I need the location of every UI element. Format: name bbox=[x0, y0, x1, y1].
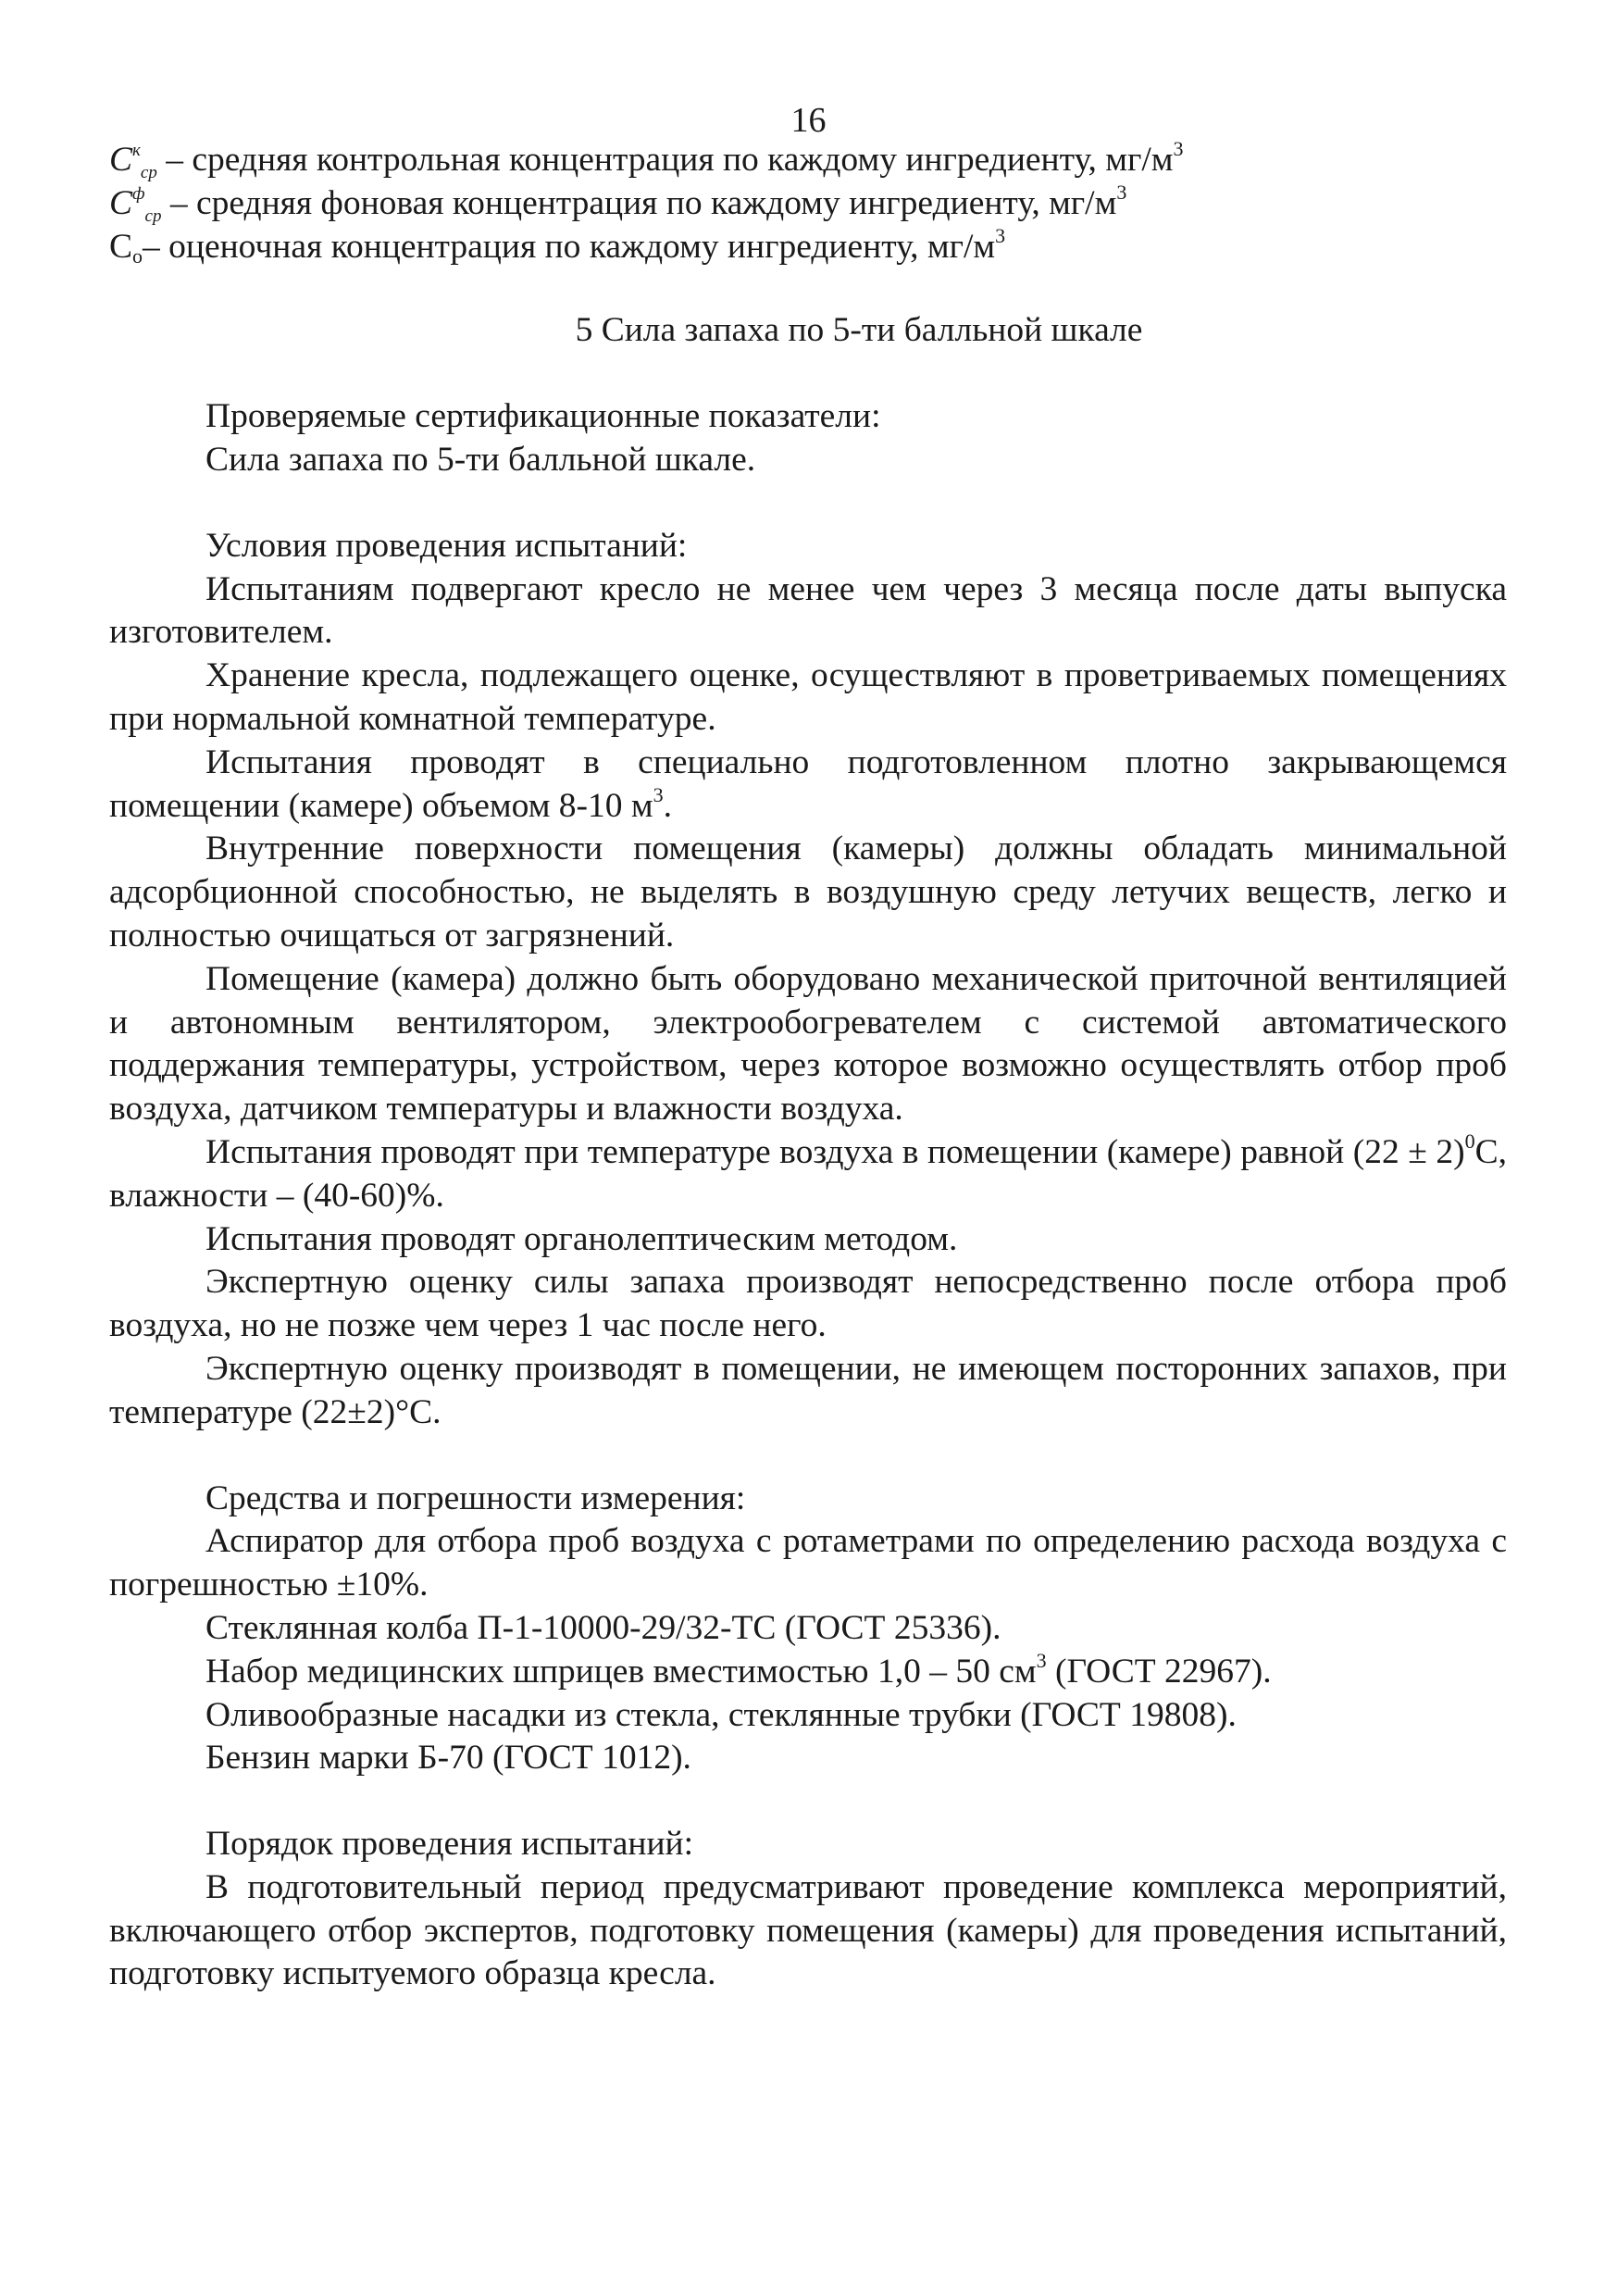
definition-item bbox=[109, 139, 1507, 182]
paragraph: Внутренние поверхности помещения (камеры) должны обладать минимальной адсорбционной способностью, не выделять в воздушную среду летучих веществ, легко и полностью очищаться от загрязнений. bbox=[109, 830, 1507, 955]
paragraph: Набор медицинских шприцев вместимостью 1,0 – 50 $см^3$ (ГОСТ 22967). bbox=[205, 1648, 1272, 1691]
paragraph: Оливообразные насадки из стекла, стеклянные трубки (ГОСТ 19808). bbox=[205, 1695, 1237, 1734]
paragraph: Бензин марки Б-70 (ГОСТ 1012). bbox=[205, 1739, 691, 1778]
paragraph: Стеклянная колба П-1-10000-29/32-ТС (ГОСТ 25336). bbox=[205, 1608, 1001, 1647]
paragraph: В подготовительный период предусматривают проведение комплекса мероприятий, включающего отбор экспертов, подготовку помещения (камеры) для проведения испытаний, подготовку испытуемого образца кресла. bbox=[109, 1867, 1507, 1993]
indicators-block bbox=[109, 395, 1507, 482]
symbol: $C^к_{ср}$ bbox=[109, 141, 157, 182]
unit-exponent: 3 bbox=[1173, 137, 1184, 160]
unit-exponent: 3 bbox=[1116, 180, 1127, 204]
paragraph: Помещение (камера) должно быть оборудовано механической приточной вентиляцией и автономным вентилятором, электрообогревателем с системой автоматического поддержания температуры, устройством, через которое возможно осуществлять отбор проб воздуха, датчиком температуры и влажности воздуха. bbox=[109, 959, 1507, 1129]
procedure-label: Порядок проведения испытаний: bbox=[205, 1825, 694, 1864]
page-content bbox=[109, 139, 1507, 1996]
definition-item bbox=[109, 223, 1507, 269]
definition-list bbox=[109, 139, 1507, 268]
indicators-item: Сила запаха по 5-ти балльной шкале. bbox=[205, 440, 756, 479]
symbol: $C_о$ bbox=[109, 227, 143, 268]
definition-text: – средняя контрольная концентрация по каждому ингредиенту, мг/м bbox=[166, 141, 1174, 179]
paragraph: Аспиратор для отбора проб воздуха с ротаметрами по определению расхода воздуха с погрешностью ±10%. bbox=[109, 1522, 1507, 1604]
definition-text: – средняя фоновая концентрация по каждому ингредиенту, мг/м bbox=[169, 183, 1117, 222]
page-number: 16 bbox=[790, 101, 827, 140]
instruments-label: Средства и погрешности измерения: bbox=[205, 1479, 746, 1517]
definition-text: – оценочная концентрация по каждому ингредиенту, мг/м bbox=[143, 227, 996, 266]
paragraph: Испытания проводят в специально подготовленном плотно закрывающемся помещении (камере) объемом 8-10 $м^3$. bbox=[109, 742, 1507, 825]
paragraph: Испытания проводят органолептическим методом. bbox=[205, 1219, 958, 1258]
paragraph: Испытаниям подвергают кресло не менее чем через 3 месяца после даты выпуска изготовителем. bbox=[109, 569, 1507, 652]
paragraph: Испытания проводят при температуре воздуха в помещении (камере) равной $(22 \pm 2)^0С$, влажности – (40-60)%. bbox=[109, 1129, 1507, 1215]
paragraph: Экспертную оценку производят в помещении, не имеющем посторонних запахов, при температуре (22±2)°С. bbox=[109, 1349, 1507, 1431]
paragraph: Экспертную оценку силы запаха производят непосредственно после отбора проб воздуха, но не позже чем через 1 час после него. bbox=[109, 1263, 1507, 1345]
conditions-block bbox=[109, 525, 1507, 1435]
instruments-block bbox=[109, 1478, 1507, 1781]
unit-exponent: 3 bbox=[995, 223, 1006, 247]
symbol: $C^ф_{ср}$ bbox=[109, 183, 162, 226]
definition-item bbox=[109, 182, 1507, 226]
indicators-label: Проверяемые сертификационные показатели: bbox=[205, 397, 881, 436]
procedure-block bbox=[109, 1823, 1507, 1996]
section-title: 5 Сила запаха по 5-ти балльной шкале bbox=[575, 311, 1143, 350]
conditions-label: Условия проведения испытаний: bbox=[205, 526, 688, 565]
paragraph: Хранение кресла, подлежащего оценке, осуществляют в проветриваемых помещениях при нормальной комнатной температуре. bbox=[109, 656, 1507, 738]
